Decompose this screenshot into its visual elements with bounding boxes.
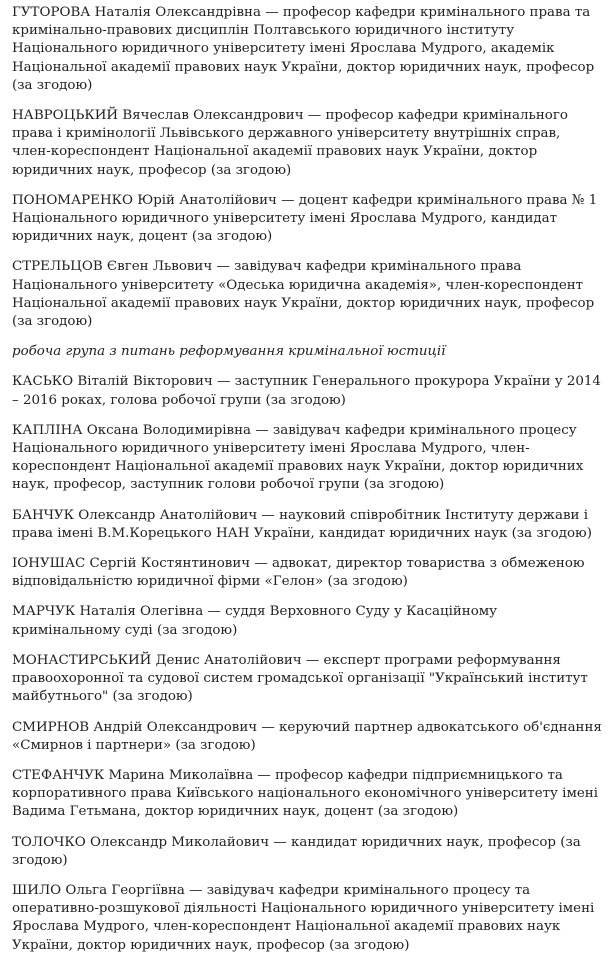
member-entry: ГУТОРОВА Наталія Олександрівна — професор кафедри кримінального права та кримінально-правових дисциплін Полтавського юридичного інституту Національного юридичного університету імені Ярослава Мудрого, академік Національної академії правових наук України, доктор юридичних наук, професор (за згодою)	[12, 5, 595, 93]
working-group-heading: робоча група з питань реформування кримінальної юстиції	[12, 344, 446, 360]
member-entry: МАРЧУК Наталія Олегівна — суддя Верховного Суду у Касаційному кримінальному суді (за згодою)	[12, 604, 498, 638]
member-entry: КАПЛІНА Оксана Володимирівна — завідувач кафедри кримінального процесу Національного юридичного університету імені Ярослава Мудрого, член-кореспондент Національної академії правових наук України, доктор юридичних наук, професор, заступник голови робочої групи (за згодою)	[12, 422, 584, 493]
member-entry: СТЕФАНЧУК Марина Миколаївна — професор кафедри підприємницького та корпоративного права Київського національного економічного університету імені Вадима Гетьмана, доктор юридичних наук, доцент (за згодою)	[12, 767, 599, 820]
member-entry: СМИРНОВ Андрій Олександрович — керуючий партнер адвокатського об'єднання «Смирнов і партнери» (за згодою)	[12, 719, 602, 753]
member-entry: НАВРОЦЬКИЙ Вячеслав Олександрович — професор кафедри кримінального права і кримінології Львівського державного університету внутрішніх справ, член-кореспондент Національної академії правових наук України, доктор юридичних наук, професор (за згодою)	[12, 108, 568, 178]
member-entry: ТОЛОЧКО Олександр Миколайович — кандидат юридичних наук, професор (за згодою)	[12, 834, 581, 868]
member-entry: БАНЧУК Олександр Анатолійович — науковий співробітник Інституту держави і права імені В.М.Корецького НАН України, кандидат юридичних наук (за згодою)	[12, 507, 592, 541]
member-entry: ШИЛО Ольга Георгіївна — завідувач кафедри кримінального процесу та оперативно-розшукової діяльності Національного юридичного університету імені Ярослава Мудрого, член-кореспондент Національної академії правових наук України, доктор юридичних наук, професор (за згодою)	[12, 882, 595, 953]
member-entry: ІОНУШАС Сергій Костянтинович — адвокат, директор товариства з обмеженою відповідальністю юридичної фірми «Гелон» (за згодою)	[12, 556, 585, 590]
member-entry: СТРЕЛЬЦОВ Євген Львович — завідувач кафедри кримінального права Національного університету «Одеська юридична академія», член-кореспондент Національної академії правових наук України, доктор юридичних наук, професор (за згодою)	[12, 259, 595, 330]
member-entry: ПОНОМАРЕНКО Юрій Анатолійович — доцент кафедри кримінального права № 1 Національного юридичного університету імені Ярослава Мудрого, кандидат юридичних наук, доцент (за згодою)	[12, 192, 598, 245]
member-entry: МОНАСТИРСЬКИЙ Денис Анатолійович — експерт програми реформування правоохоронної та судової систем громадської організації "Український інститут майбутнього" (за згодою)	[12, 652, 588, 705]
member-entry: КАСЬКО Віталій Вікторович — заступник Генерального прокурора України у 2014 – 2016 роках, голова робочої групи (за згодою)	[12, 374, 601, 408]
